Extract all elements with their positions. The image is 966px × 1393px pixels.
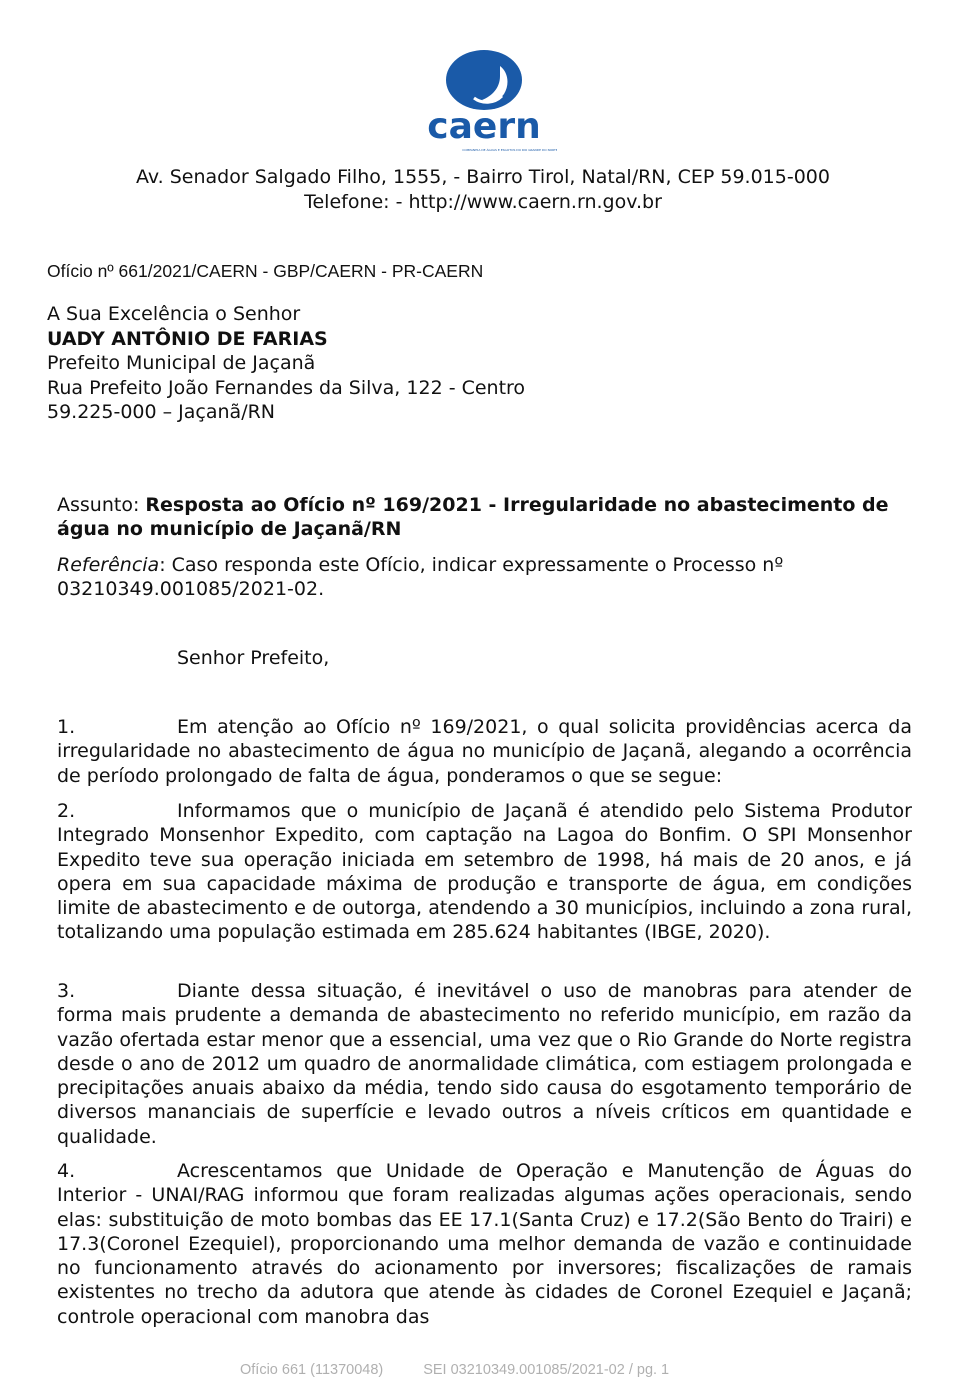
logo-subtext: COMPANHIA DE ÁGUAS E ESGOTOS DO RIO GRANDE DO NORTE bbox=[462, 148, 557, 152]
paragraph-2 bbox=[57, 799, 912, 945]
phone-line: Telefone: - http://www.caern.rn.gov.br bbox=[304, 191, 662, 213]
paragraph-number: 2. bbox=[57, 800, 76, 822]
paragraph-1 bbox=[57, 715, 912, 788]
paragraph-text: Informamos que o município de Jaçanã é atendido pelo Sistema Produtor Integrado Monsenhor Expedito, com captação na Lagoa do Bonfim. O SPI Monsenhor Expedito teve sua operação iniciada em setembro de 1998, há mais de 20 anos, e já opera em sua capacidade máxima de produção e transporte de água, em condições limite de abastecimento e de outorga, atendendo a 30 municípios, incluindo a zona rural, totalizando uma população estimada em 285.624 habitantes (IBGE, 2020). bbox=[57, 800, 912, 944]
paragraph-text: Acrescentamos que Unidade de Operação e Manutenção de Águas do Interior - UNAI/RAG informou que foram realizadas algumas ações operacionais, sendo elas: substituição de moto bombas das EE 17.1(Santa Cruz) e 17.2(São Bento do Trairi) e 17.3(Coronel Ezequiel), proporcionando uma melhor demanda de vazão e continuidade no funcionamento através do acionamento por inversores; fiscalizações de ramais existentes no trecho da adutora que atende às cidades de Coronel Ezequiel e Jaçanã; controle operacional com manobra das bbox=[57, 1160, 912, 1328]
greeting: Senhor Prefeito, bbox=[177, 647, 330, 669]
oficio-number: Ofício nº 661/2021/CAERN - GBP/CAERN - PR-CAERN bbox=[47, 261, 484, 281]
paragraph-number: 3. bbox=[57, 980, 76, 1002]
reference-label: Referência bbox=[57, 554, 160, 576]
recipient-name: UADY ANTÔNIO DE FARIAS bbox=[47, 327, 328, 350]
recipient-street: Rua Prefeito João Fernandes da Silva, 122 - Centro bbox=[47, 376, 526, 399]
paragraph-text: Em atenção ao Ofício nº 169/2021, o qual solicita providências acerca da irregularidade no abastecimento de água no município de Jaçanã, alegando a ocorrência de período prolongado de falta de água, ponderamos o que se segue: bbox=[57, 716, 912, 787]
caern-logo-mark bbox=[412, 48, 557, 158]
caern-logo bbox=[412, 48, 557, 158]
subject-label: Assunto: bbox=[57, 494, 146, 516]
recipient-block bbox=[47, 302, 525, 425]
paragraph-number: 1. bbox=[57, 716, 76, 738]
paragraph-4 bbox=[57, 1159, 912, 1329]
paragraph-text: Diante dessa situação, é inevitável o uso de manobras para atender de forma mais prudente a demanda de abastecimento no referido município, em razão da vazão ofertada estar menor que a essencial, uma vez que o Rio Grande do Norte registra desde o ano de 2012 um quadro de anormalidade climática, com estiagem prolongada e precipitações anuais abaixo da média, tendo sido causa do esgotamento temporário de diversos mananciais de superfície e levado outros a níveis críticos em quantidade e qualidade. bbox=[57, 980, 912, 1148]
subject bbox=[57, 493, 912, 541]
subject-text: Resposta ao Ofício nº 169/2021 - Irregularidade no abastecimento de água no município de Jaçanã/RN bbox=[57, 494, 889, 540]
reference bbox=[57, 553, 912, 601]
paragraph-number: 4. bbox=[57, 1160, 76, 1182]
address-line: Av. Senador Salgado Filho, 1555, - Bairro Tirol, Natal/RN, CEP 59.015-000 bbox=[136, 166, 830, 188]
footer-sei-ref: SEI 03210349.001085/2021-02 / pg. 1 bbox=[423, 1362, 670, 1378]
paragraph-3 bbox=[57, 979, 912, 1149]
footer-doc-id: Ofício 661 (11370048) bbox=[240, 1362, 384, 1378]
reference-text: : Caso responda este Ofício, indicar expressamente o Processo nº 03210349.001085/2021-02. bbox=[57, 554, 784, 600]
page-footer bbox=[240, 1362, 709, 1378]
recipient-title: Prefeito Municipal de Jaçanã bbox=[47, 352, 316, 374]
recipient-salutation: A Sua Excelência o Senhor bbox=[47, 303, 301, 325]
logo-text: caern bbox=[427, 106, 541, 147]
recipient-city: 59.225-000 – Jaçanã/RN bbox=[47, 401, 276, 423]
